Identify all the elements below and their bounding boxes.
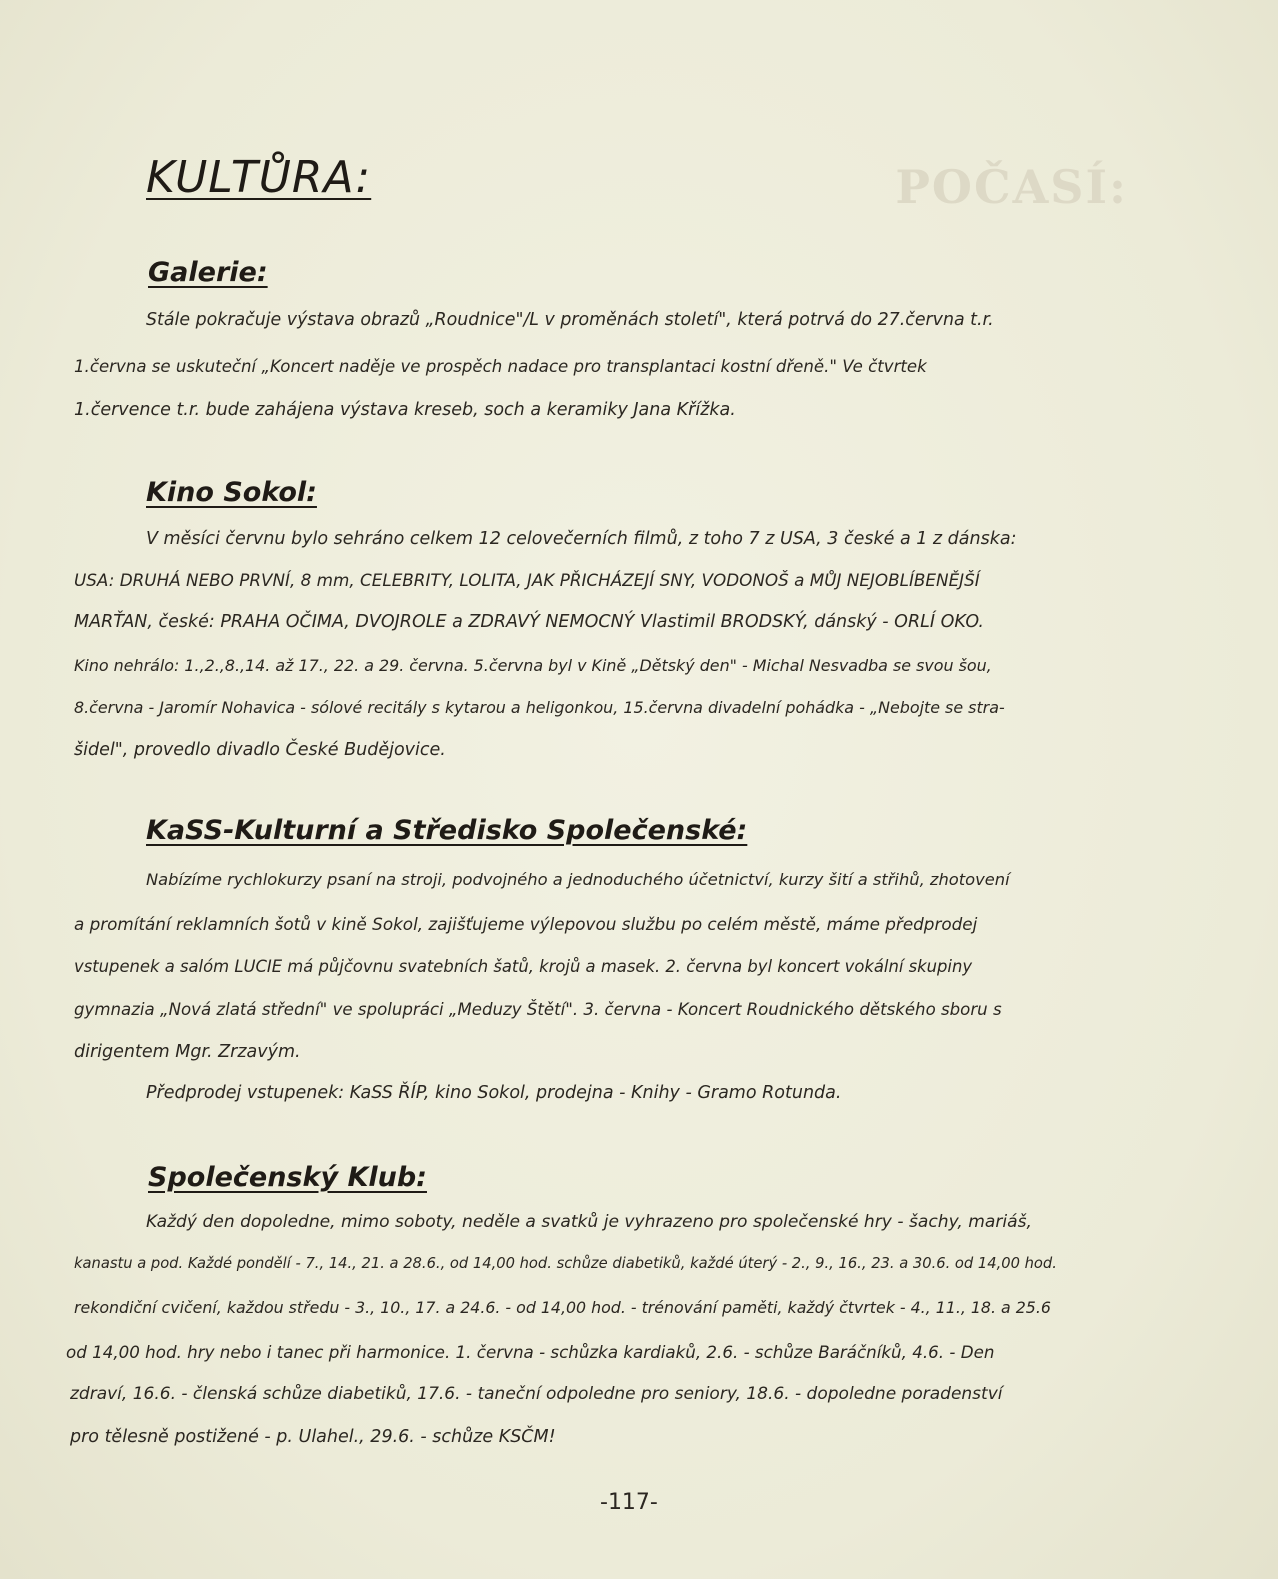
text-line: šidel", provedlo divadlo České Budějovice.: [74, 740, 446, 760]
text-line: pro tělesně postižené - p. Ulahel., 29.6. - schůze KSČM!: [70, 1427, 556, 1447]
section-heading-galerie: Galerie:: [148, 257, 268, 288]
text-line: a promítání reklamních šotů v kině Sokol, zajišťujeme výlepovou službu po celém městě, máme předprodej: [74, 914, 978, 934]
text-line: Kino nehrálo: 1.,2.,8.,14. až 17., 22. a 29. června. 5.června byl v Kině „Dětský den" - Michal Nesvadba se svou šou,: [74, 656, 992, 675]
text-line: 1.července t.r. bude zahájena výstava kreseb, soch a keramiky Jana Křížka.: [74, 400, 736, 420]
section-heading-kass: KaSS-Kulturní a Středisko Společenské:: [146, 815, 748, 846]
text-line: gymnazia „Nová zlatá střední" ve spolupráci „Meduzy Štětí". 3. června - Koncert Roudnického dětského sboru s: [74, 1000, 1002, 1019]
text-line: Nabízíme rychlokurzy psaní na stroji, podvojného a jednoduchého účetnictví, kurzy šití a střihů, zhotovení: [146, 870, 1010, 889]
section-heading-spolecensky-klub: Společenský Klub:: [148, 1162, 427, 1193]
text-line: 1.června se uskuteční „Koncert naděje ve prospěch nadace pro transplantaci kostní dřeně." Ve čtvrtek: [74, 357, 927, 376]
section-heading-kino-sokol: Kino Sokol:: [146, 477, 317, 508]
page-title: KULTŮRA:: [146, 152, 372, 203]
text-line: Stále pokračuje výstava obrazů „Roudnice"/L v proměnách století", která potrvá do 27.června t.r.: [146, 310, 994, 330]
page-number: -117-: [600, 1490, 658, 1515]
text-line: MARŤAN, české: PRAHA OČIMA, DVOJROLE a ZDRAVÝ NEMOCNÝ Vlastimil BRODSKÝ, dánský - ORLÍ OKO.: [74, 612, 984, 632]
text-line: zdraví, 16.6. - členská schůze diabetiků, 17.6. - taneční odpoledne pro seniory, 18.6. - dopoledne poradenství: [70, 1384, 1003, 1404]
text-line: Předprodej vstupenek: KaSS ŘÍP, kino Sokol, prodejna - Knihy - Gramo Rotunda.: [146, 1083, 842, 1103]
text-line: V měsíci červnu bylo sehráno celkem 12 celovečerních filmů, z toho 7 z USA, 3 české a 1 z dánska:: [146, 529, 1017, 549]
bleedthrough-text: POČASÍ:: [895, 160, 1128, 214]
text-line: rekondiční cvičení, každou středu - 3., 10., 17. a 24.6. - od 14,00 hod. - trénování paměti, každý čtvrtek - 4., 11., 18. a 25.6: [74, 1298, 1051, 1317]
text-line: od 14,00 hod. hry nebo i tanec při harmonice. 1. června - schůzka kardiaků, 2.6. - schůze Baráčníků, 4.6. - Den: [66, 1342, 995, 1362]
text-line: Každý den dopoledne, mimo soboty, neděle a svatků je vyhrazeno pro společenské hry - šachy, mariáš,: [146, 1212, 1032, 1232]
text-line: kanastu a pod. Každé pondělí - 7., 14., 21. a 28.6., od 14,00 hod. schůze diabetiků, každé úterý - 2., 9., 16., 23. a 30.6. od 14,00 hod.: [74, 1255, 1057, 1272]
text-line: USA: DRUHÁ NEBO PRVNÍ, 8 mm, CELEBRITY, LOLITA, JAK PŘICHÁZEJÍ SNY, VODONOŠ a MŮJ NEJOBLÍBENĚJŠÍ: [74, 570, 980, 590]
text-line: dirigentem Mgr. Zrzavým.: [74, 1042, 301, 1062]
text-line: vstupenek a salóm LUCIE má půjčovnu svatebních šatů, krojů a masek. 2. června byl koncert vokální skupiny: [74, 957, 973, 976]
text-line: 8.června - Jaromír Nohavica - sólové recitály s kytarou a heligonkou, 15.června divadelní pohádka - „Nebojte se stra-: [74, 698, 1005, 717]
